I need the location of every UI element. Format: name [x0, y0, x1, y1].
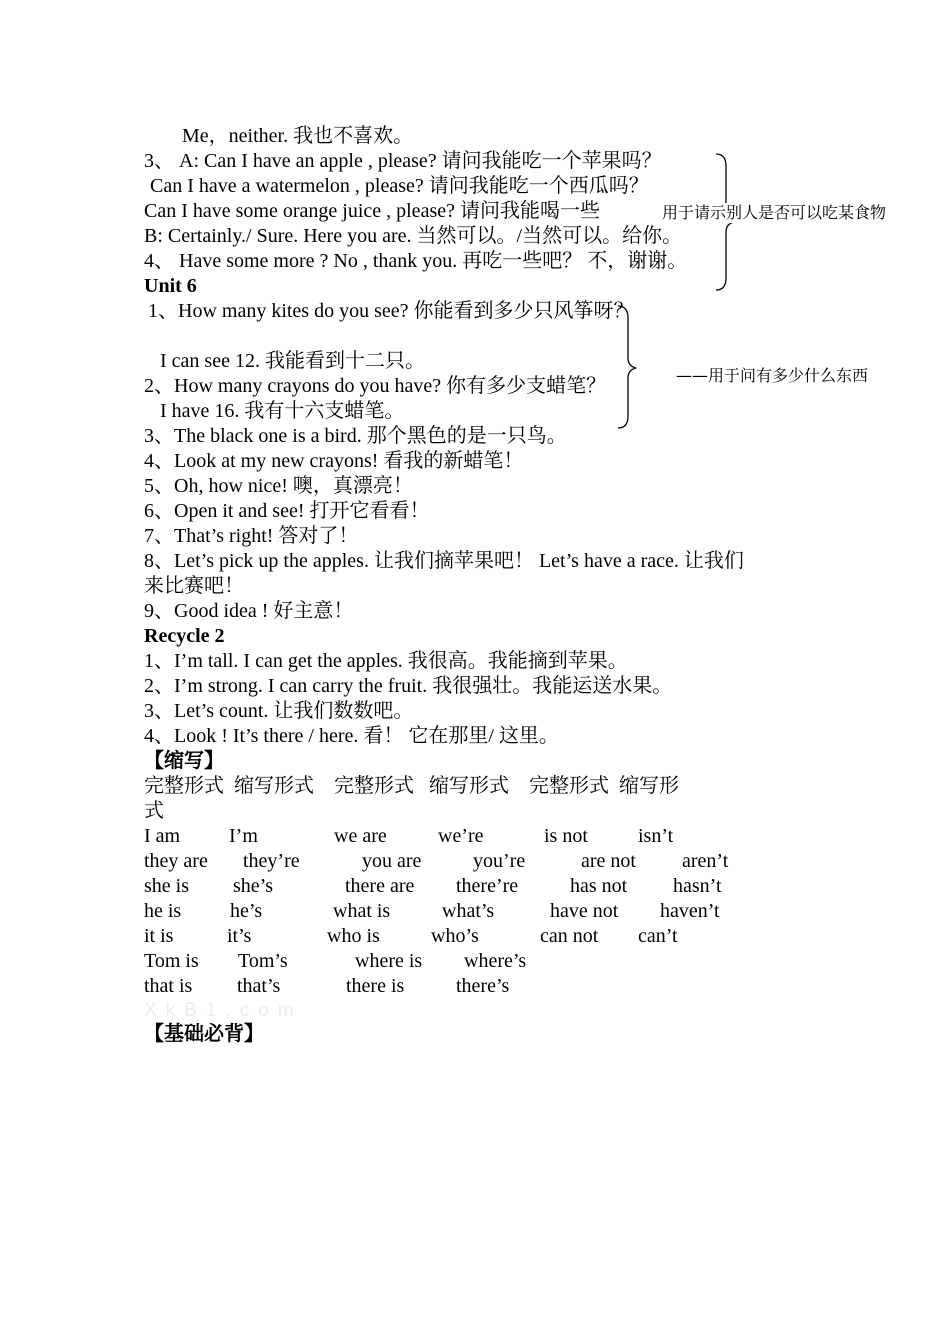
- table-cell: can’t: [638, 925, 678, 947]
- table-cell: that is: [144, 975, 193, 997]
- table-row: [0, 849, 950, 874]
- text-line: 4、Look ! It’s there / here. 看！ 它在那里/ 这里。: [144, 725, 559, 747]
- table-cell: Tom’s: [238, 950, 288, 972]
- table-row: [0, 949, 950, 974]
- table-cell: there are: [345, 875, 415, 897]
- table-cell: they’re: [243, 850, 300, 872]
- watermark: XkB1.com: [144, 1000, 303, 1021]
- footer-heading: 【基础必背】: [144, 1023, 264, 1045]
- table-cell: you are: [362, 850, 422, 872]
- text-line: 3、 A: Can I have an apple , please? 请问我能吃一个苹果吗？: [144, 150, 662, 172]
- table-row: [0, 824, 950, 849]
- table-cell: it is: [144, 925, 174, 947]
- table-cell: where’s: [464, 950, 527, 972]
- table-cell: it’s: [227, 925, 252, 947]
- table-row: [0, 974, 950, 999]
- text-line: 5、Oh, how nice! 噢，真漂亮！: [144, 475, 413, 497]
- table-cell: there’s: [456, 975, 510, 997]
- table-cell: has not: [570, 875, 628, 897]
- table-cell: he is: [144, 900, 182, 922]
- table-cell: that’s: [237, 975, 281, 997]
- text-line: 9、Good idea ! 好主意！: [144, 600, 354, 622]
- note-food-request: 用于请示别人是否可以吃某食物: [662, 203, 887, 222]
- text-line: 6、Open it and see! 打开它看看！: [144, 500, 430, 522]
- recycle-heading: Recycle 2: [144, 625, 225, 647]
- text-line: Can I have a watermelon , please? 请问我能吃一个西瓜吗？: [150, 175, 649, 197]
- table-cell: what’s: [442, 900, 495, 922]
- text-line: 3、The black one is a bird. 那个黑色的是一只鸟。: [144, 425, 567, 447]
- text-line: 1、How many kites do you see? 你能看到多少只风筝呀？: [148, 300, 634, 322]
- table-cell: you’re: [473, 850, 526, 872]
- table-cell: where is: [355, 950, 423, 972]
- text-line: 来比赛吧！: [144, 575, 244, 597]
- table-cell: there is: [346, 975, 405, 997]
- table-cell: what is: [333, 900, 391, 922]
- text-line: B: Certainly./ Sure. Here you are. 当然可以。/当然可以。给你。: [144, 225, 683, 247]
- table-cell: I’m: [229, 825, 258, 847]
- table-cell: who’s: [431, 925, 479, 947]
- table-cell: she’s: [233, 875, 273, 897]
- table-cell: who is: [327, 925, 380, 947]
- text-line: Can I have some orange juice , please? 请问我能喝一些: [144, 200, 600, 222]
- table-cell: are not: [581, 850, 636, 872]
- table-cell: isn’t: [638, 825, 674, 847]
- table-row: [0, 899, 950, 924]
- table-cell: they are: [144, 850, 208, 872]
- text-line: I can see 12. 我能看到十二只。: [160, 350, 425, 372]
- text-line: 4、 Have some more ? No , thank you. 再吃一些吧？ 不，谢谢。: [144, 250, 688, 272]
- table-row: [0, 874, 950, 899]
- contraction-heading: 【缩写】: [144, 750, 224, 772]
- brace-how-many: [614, 302, 638, 432]
- text-line: 8、Let’s pick up the apples. 让我们摘苹果吧！ Let’s have a race. 让我们: [144, 550, 744, 572]
- table-cell: we’re: [438, 825, 484, 847]
- table-cell: have not: [550, 900, 619, 922]
- text-line: 2、How many crayons do you have? 你有多少支蜡笔？: [144, 375, 607, 397]
- table-row: [0, 924, 950, 949]
- text-line: 4、Look at my new crayons! 看我的新蜡笔！: [144, 450, 524, 472]
- text-line: 7、That’s right! 答对了！: [144, 525, 359, 547]
- table-cell: Tom is: [144, 950, 199, 972]
- table-cell: I am: [144, 825, 181, 847]
- text-line: I have 16. 我有十六支蜡笔。: [160, 400, 405, 422]
- note-how-many: ——用于问有多少什么东西: [676, 366, 869, 385]
- table-cell: can not: [540, 925, 599, 947]
- table-cell: she is: [144, 875, 189, 897]
- table-cell: there’re: [456, 875, 519, 897]
- table-cell: we are: [334, 825, 387, 847]
- table-cell: hasn’t: [673, 875, 722, 897]
- text-line: 3、Let’s count. 让我们数数吧。: [144, 700, 414, 722]
- table-cell: haven’t: [660, 900, 720, 922]
- unit-heading: Unit 6: [144, 275, 197, 297]
- contraction-column-headers-wrap: 式: [144, 800, 164, 822]
- table-cell: is not: [544, 825, 588, 847]
- table-cell: aren’t: [682, 850, 729, 872]
- table-cell: he’s: [230, 900, 263, 922]
- text-line: 2、I’m strong. I can carry the fruit. 我很强壮。我能运送水果。: [144, 675, 673, 697]
- text-line: 1、I’m tall. I can get the apples. 我很高。我能摘到苹果。: [144, 650, 628, 672]
- contraction-column-headers: 完整形式 缩写形式 完整形式 缩写形式 完整形式 缩写形: [144, 775, 679, 797]
- text-line: Me，neither. 我也不喜欢。: [182, 125, 414, 147]
